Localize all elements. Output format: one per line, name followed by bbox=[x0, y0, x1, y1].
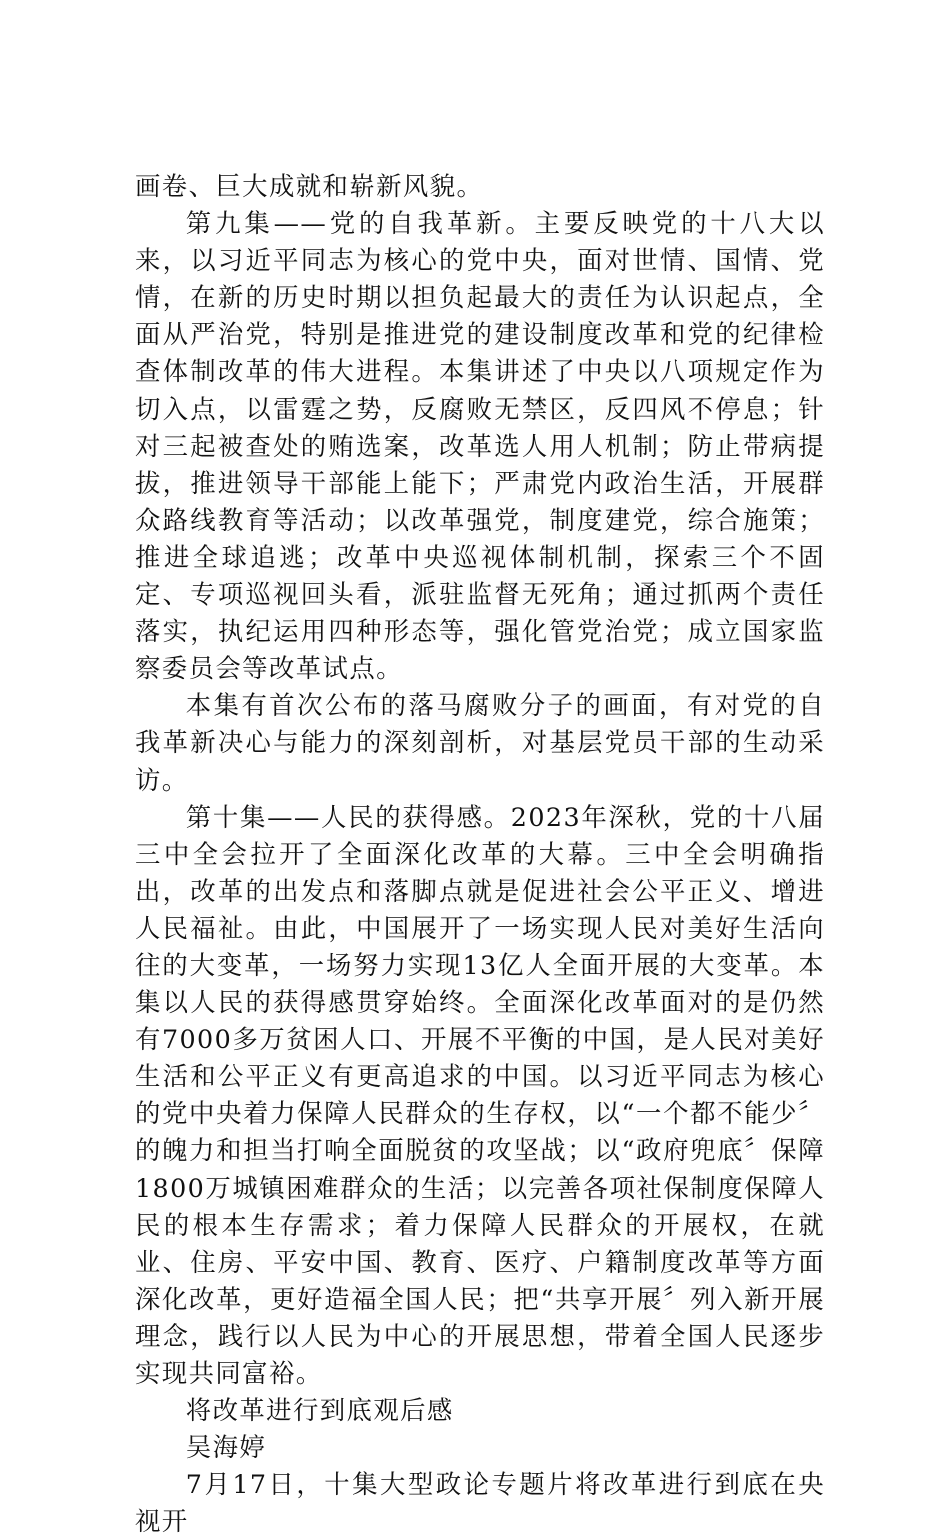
paragraph-episode-ten: 第十集——人民的获得感。2023年深秋，党的十八届三中全会拉开了全面深化改革的大幕。三中全会明确指出，改革的出发点和落脚点就是促进社会公平正义、增进人民福祉。由此，中国展开了一场实现人民对美好生活向往的大变革，一场努力实现13亿人全面开展的大变革。本集以人民的获得感贯穿始终。全面深化改革面对的是仍然有7000多万贫困人口、开展不平衡的中国，是人民对美好生活和公平正义有更高追求的中国。以习近平同志为核心的党中央着力保障人民群众的生存权，以“一个都不能少〞的魄力和担当打响全面脱贫的攻坚战；以“政府兜底〞保障1800万城镇困难群众的生活；以完善各项社保制度保障人民的根本生存需求；着力保障人民群众的开展权，在就业、住房、平安中国、教育、医疗、户籍制度改革等方面深化改革，更好造福全国人民；把“共享开展〞列入新开展理念，践行以人民为中心的开展思想，带着全国人民逐步实现共同富裕。 bbox=[135, 801, 825, 1388]
paragraph-article-intro: 7月17日，十集大型政论专题片将改革进行到底在央视开 bbox=[135, 1469, 825, 1537]
paragraph-episode-nine-content: 本集有首次公布的落马腐败分子的画面，有对党的自我革新决心与能力的深刻剖析，对基层党员干部的生动采访。 bbox=[135, 690, 825, 795]
paragraph-continuation: 画卷、巨大成就和崭新风貌。 bbox=[135, 171, 484, 201]
article-title: 将改革进行到底观后感 bbox=[185, 1395, 454, 1426]
paragraph-episode-nine: 第九集——党的自我革新。主要反映党的十八大以来，以习近平同志为核心的党中央，面对世情、国情、党情，在新的历史时期以担负起最大的责任为认识起点，全面从严治党，特别是推进党的建设制度改革和党的纪律检查体制改革的伟大进程。本集讲述了中央以八项规定作为切入点，以雷霆之势，反腐败无禁区，反四风不停息；针对三起被查处的贿选案，改革选人用人机制；防止带病提拔，推进领导干部能上能下；严肃党内政治生活，开展群众路线教育等活动；以改革强党，制度建党，综合施策；推进全球追逃；改革中央巡视体制机制，探索三个不固定、专项巡视回头看，派驻监督无死角；通过抓两个责任落实，执纪运用四种形态等，强化管党治党；成立国家监察委员会等改革试点。 bbox=[135, 208, 825, 684]
document-body bbox=[135, 168, 825, 1540]
article-author: 吴海婷 bbox=[185, 1432, 267, 1463]
